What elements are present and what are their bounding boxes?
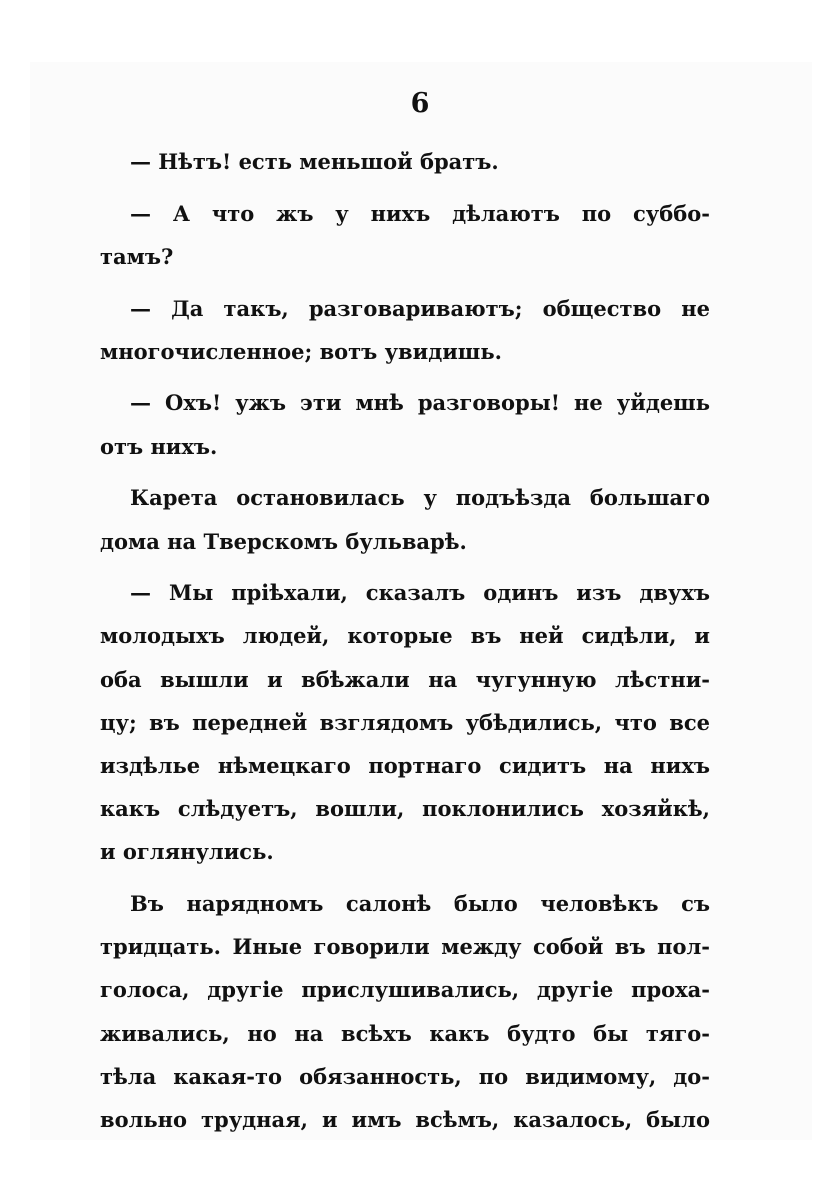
text-line: дома на Тверскомъ бульварѣ. (100, 528, 467, 554)
page-number: 6 (410, 88, 430, 119)
paragraph-gap (100, 278, 710, 287)
body-text (100, 140, 710, 1141)
paragraph-gap (100, 468, 710, 477)
text-line: многочисленное; вотъ увидишь. (100, 338, 502, 364)
text-line: и оглянулись. (100, 839, 274, 865)
text-line: оба вышли и вбѣжали на чугунную лѣстни- (100, 666, 710, 692)
text-line: какъ слѣдуетъ, вошли, поклонились хозяйкѣ, (100, 796, 710, 822)
text-line: тридцать. Иные говорили между собой въ пол- (100, 934, 710, 960)
paragraph-gap (100, 373, 710, 382)
text-line: вольно трудная, и имъ всѣмъ, казалось, было (100, 1106, 710, 1132)
paragraph (100, 381, 710, 467)
text-line: — Да такъ, разговариваютъ; общество не (130, 295, 710, 321)
text-line: молодыхъ людей, которые въ ней сидѣли, и (100, 623, 710, 649)
text-line: Карета остановилась у подъѣзда большаго (130, 485, 710, 511)
text-line: — Охъ! ужъ эти мнѣ разговоры! не уйдешь (130, 390, 710, 416)
text-line: издѣлье нѣмецкаго портнаго сидитъ на нихъ (100, 752, 710, 778)
text-line: тѣла какая-то обязанность, по видимому, до- (100, 1063, 710, 1089)
paragraph (100, 476, 710, 562)
paragraph (100, 140, 710, 183)
paragraph (100, 882, 710, 1141)
paragraph-gap (100, 874, 710, 883)
text-line: — А что жъ у нихъ дѣлаютъ по суббо- (130, 200, 710, 226)
text-line: — Мы пріѣхали, сказалъ одинъ изъ двухъ (130, 580, 710, 606)
paragraph (100, 287, 710, 373)
text-line: тамъ? (100, 243, 174, 269)
paragraph (100, 571, 710, 873)
paragraph-gap (100, 563, 710, 572)
text-line: живались, но на всѣхъ какъ будто бы тяго- (100, 1020, 710, 1046)
paragraph-gap (100, 183, 710, 192)
text-line: отъ нихъ. (100, 433, 218, 459)
text-line: — Нѣтъ! есть меньшой братъ. (130, 149, 499, 174)
text-line: голоса, другіе прислушивались, другіе проха- (100, 977, 710, 1003)
text-line: Въ нарядномъ салонѣ было человѣкъ съ (130, 891, 710, 916)
text-line: цу; въ передней взглядомъ убѣдились, что все (100, 709, 710, 735)
paragraph (100, 192, 710, 278)
